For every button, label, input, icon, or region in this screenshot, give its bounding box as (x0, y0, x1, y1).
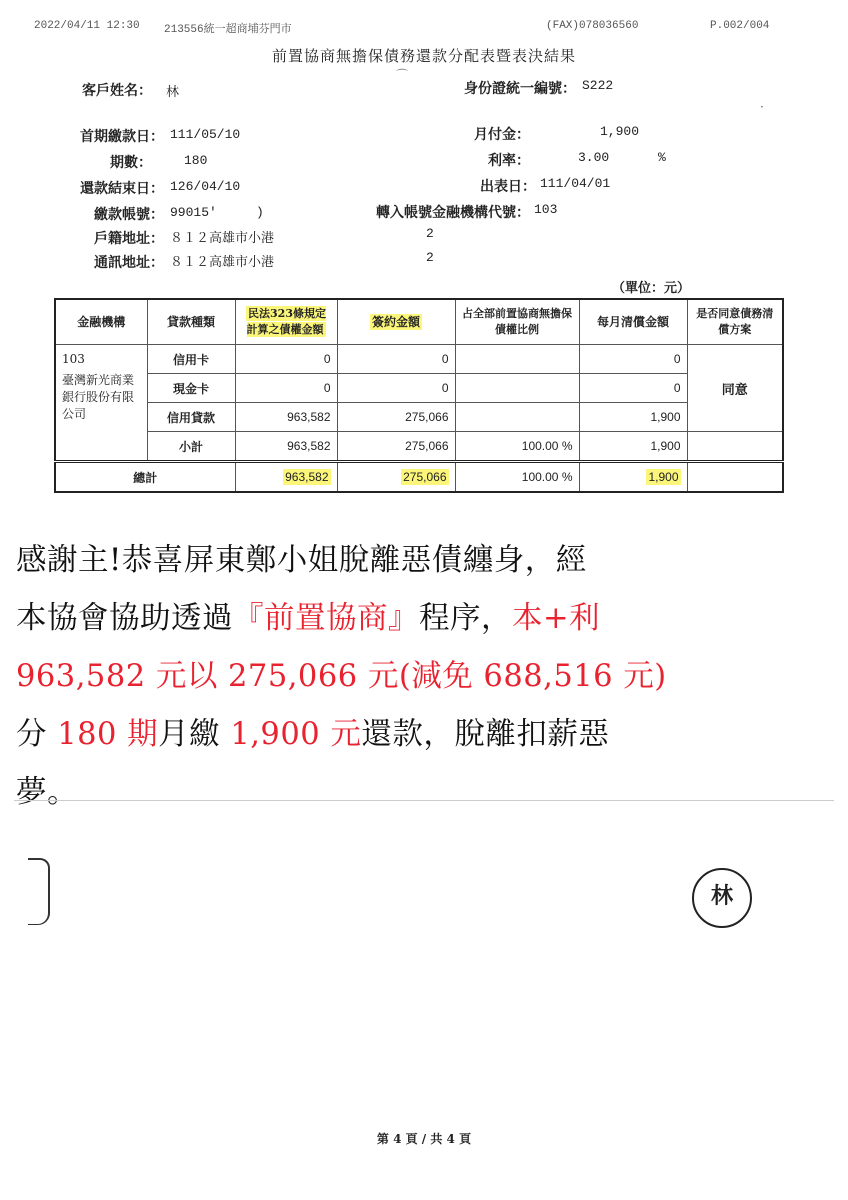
end-date-value: 126/04/10 (170, 179, 241, 194)
id-value: S222 (582, 78, 614, 93)
page-footer: 第 4 頁 / 共 4 頁 (376, 1132, 472, 1146)
header-claim-amount: 民法323條規定計算之債權金額 (235, 299, 337, 345)
testimonial-note (16, 532, 756, 822)
contract-cell: 275,066 (337, 403, 455, 432)
subtotal-ratio: 100.00 % (455, 432, 579, 462)
header-agree: 是否同意債務清償方案 (687, 299, 783, 345)
header-institution: 金融機構 (55, 299, 147, 345)
unit-label: （單位：元） (612, 281, 691, 296)
id-label: 身份證統一編號： (464, 81, 576, 97)
fax-number: (FAX)078036560 (546, 20, 639, 32)
agree-cell: 同意 (687, 345, 783, 432)
issue-date-value: 111/04/01 (540, 176, 611, 191)
household-address-label: 戶籍地址： (94, 231, 164, 247)
loan-type-cell: 現金卡 (147, 374, 235, 403)
household-address-tail: 2 (426, 226, 434, 241)
fax-sender: 213556統一超商埔芬門市 (164, 24, 292, 36)
account-value: 99015' (170, 205, 217, 220)
name-label: 客戶姓名： (82, 83, 152, 99)
claim-cell: 0 (235, 345, 337, 374)
monthly-value: 1,900 (600, 124, 640, 139)
contract-cell: 0 (337, 345, 455, 374)
table-row (55, 374, 783, 403)
ratio-cell (455, 345, 579, 374)
rate-value: 3.00 (578, 150, 610, 165)
bank-code: 103 (62, 352, 85, 366)
mailing-address-label: 通訊地址： (94, 255, 164, 271)
scan-mark: ⌒ (396, 68, 409, 82)
total-monthly: 1,900 (579, 462, 687, 493)
scan-mark: · (760, 100, 764, 114)
subtotal-monthly: 1,900 (579, 432, 687, 462)
header-ratio: 占全部前置協商無擔保債權比例 (455, 299, 579, 345)
table-row (55, 345, 783, 374)
bank-cell (55, 345, 147, 462)
total-claim: 963,582 (235, 462, 337, 493)
distribution-table (54, 298, 784, 493)
empty-cell (687, 432, 783, 462)
total-ratio: 100.00 % (455, 462, 579, 493)
household-address-value: ８１２高雄市小港 (170, 231, 275, 246)
table-row (55, 403, 783, 432)
periods-label: 期數： (110, 155, 152, 171)
subtotal-contract: 275,066 (337, 432, 455, 462)
signature-seal: 林 (692, 868, 752, 928)
issue-date-label: 出表日： (480, 179, 536, 195)
monthly-cell: 1,900 (579, 403, 687, 432)
fax-datetime: 2022/04/11 12:30 (34, 20, 140, 32)
note-line-4: 分 180 期月繳 1,900 元還款，脫離扣薪惡 (16, 717, 610, 752)
first-payment-label: 首期繳款日： (80, 129, 164, 145)
account-suffix: ) (256, 205, 264, 220)
fax-page: P.002/004 (710, 20, 770, 32)
header-monthly-payment: 每月清償金額 (579, 299, 687, 345)
document-title: 前置協商無擔保債務還款分配表暨表決結果 (271, 47, 576, 65)
header-contract-amount: 簽約金額 (337, 299, 455, 345)
header-loan-type: 貸款種類 (147, 299, 235, 345)
periods-value: 180 (184, 153, 208, 168)
total-contract: 275,066 (337, 462, 455, 493)
subtotal-row (55, 432, 783, 462)
claim-cell: 963,582 (235, 403, 337, 432)
note-line-5: 夢。 (16, 775, 78, 810)
monthly-label: 月付金： (474, 127, 530, 143)
bank-name: 臺灣新光商業銀行股份有限公司 (62, 373, 135, 421)
rate-unit: % (658, 150, 666, 165)
contract-cell: 0 (337, 374, 455, 403)
ratio-cell (455, 403, 579, 432)
note-line-1: 感謝主!恭喜屏東鄭小姐脫離惡債纏身，經 (16, 543, 587, 578)
mailing-address-tail: 2 (426, 250, 434, 265)
claim-cell: 0 (235, 374, 337, 403)
handwritten-bracket (28, 858, 50, 925)
rate-label: 利率： (488, 153, 530, 169)
total-label: 總計 (55, 462, 235, 493)
loan-type-cell: 信用貸款 (147, 403, 235, 432)
divider (14, 800, 834, 801)
account-label: 繳款帳號： (94, 207, 164, 223)
monthly-cell: 0 (579, 374, 687, 403)
note-line-2: 本協會協助透過『前置協商』程序，本+利 (16, 601, 601, 636)
monthly-cell: 0 (579, 345, 687, 374)
ratio-cell (455, 374, 579, 403)
empty-cell (687, 462, 783, 493)
subtotal-label: 小計 (147, 432, 235, 462)
first-payment-value: 111/05/10 (170, 127, 241, 142)
bank-code-value: 103 (534, 202, 558, 217)
mailing-address-value: ８１２高雄市小港 (170, 255, 275, 270)
note-line-3: 963,582 元以 275,066 元(減免 688,516 元) (16, 659, 667, 694)
total-row (55, 462, 783, 493)
subtotal-claim: 963,582 (235, 432, 337, 462)
end-date-label: 還款結束日： (80, 181, 164, 197)
name-value: 林 (166, 85, 180, 100)
table-header-row (55, 299, 783, 345)
bank-code-label: 轉入帳號金融機構代號： (376, 205, 530, 221)
loan-type-cell: 信用卡 (147, 345, 235, 374)
